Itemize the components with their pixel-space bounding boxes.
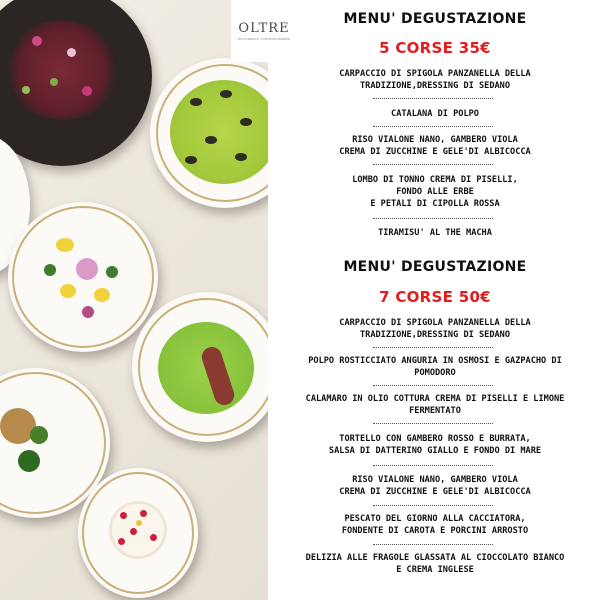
menu-2-dish-7: DELIZIA ALLE FRAGOLE GLASSATA AL CIOCCOLATO BIANCO E CREMA INGLESE	[305, 553, 565, 575]
menu-2-dish-1: CARPACCIO DI SPIGOLA PANZANELLA DELLA TRADIZIONE,DRESSING DI SEDANO	[339, 318, 531, 340]
menu-2-dish-2: POLPO ROSTICCIATO ANGURIA IN OSMOSI E GAZPACHO DI POMODORO	[308, 356, 562, 378]
menu-1-dish-2: CATALANA DI POLPO	[391, 109, 479, 119]
separator	[373, 126, 493, 127]
logo-tagline: RISTORANTE CONTEMPORANEO	[237, 37, 291, 41]
logo-name: OLTRE	[238, 21, 290, 36]
separator	[373, 347, 493, 348]
separator	[373, 385, 493, 386]
flower-plate	[8, 202, 158, 352]
dessert-plate	[78, 468, 198, 598]
dark-plate-carpaccio	[0, 0, 152, 166]
menu-1-dish-4: LOMBO DI TONNO CREMA DI PISELLI, FONDO ALLE ERBE E PETALI DI CIPOLLA ROSSA	[352, 175, 518, 209]
menu-2-price: 7 CORSE 50€	[379, 288, 491, 306]
menu-2-dish-3: CALAMARO IN OLIO COTTURA CREMA DI PISELLI E LIMONE FERMENTATO	[305, 394, 565, 416]
menu-2-dish-5: RISO VIALONE NANO, GAMBERO VIOLA CREMA DI ZUCCHINE E GELE'DI ALBICOCCA	[339, 475, 531, 497]
separator	[373, 164, 493, 165]
separator	[373, 505, 493, 506]
menu-1-dish-5: TIRAMISU' AL THE MACHA	[378, 228, 492, 238]
separator	[373, 544, 493, 545]
menu-1-dish-1: CARPACCIO DI SPIGOLA PANZANELLA DELLA TRADIZIONE,DRESSING DI SEDANO	[339, 69, 531, 91]
separator	[373, 218, 493, 219]
menu-1-price: 5 CORSE 35€	[379, 39, 491, 57]
tuna-plate	[132, 292, 268, 442]
separator	[373, 423, 493, 424]
menu-1-dish-3: RISO VIALONE NANO, GAMBERO VIOLA CREMA DI ZUCCHINE E GELE'DI ALBICOCCA	[339, 135, 531, 157]
menu-2-dish-6: PESCATO DEL GIORNO ALLA CACCIATORA, FONDENTE DI CAROTA E PORCINI ARROSTO	[341, 514, 529, 536]
menu-1-title: MENU' DEGUSTAZIONE	[343, 11, 527, 27]
separator	[373, 465, 493, 466]
menu-2-title: MENU' DEGUSTAZIONE	[343, 259, 527, 275]
menu-2-dish-4: TORTELLO CON GAMBERO ROSSO E BURRATA, SALSA DI DATTERINO GIALLO E FONDO DI MARE	[328, 434, 542, 456]
risotto-plate	[150, 58, 268, 208]
separator	[373, 98, 493, 99]
food-photo	[0, 0, 268, 600]
menu-column	[270, 0, 600, 600]
